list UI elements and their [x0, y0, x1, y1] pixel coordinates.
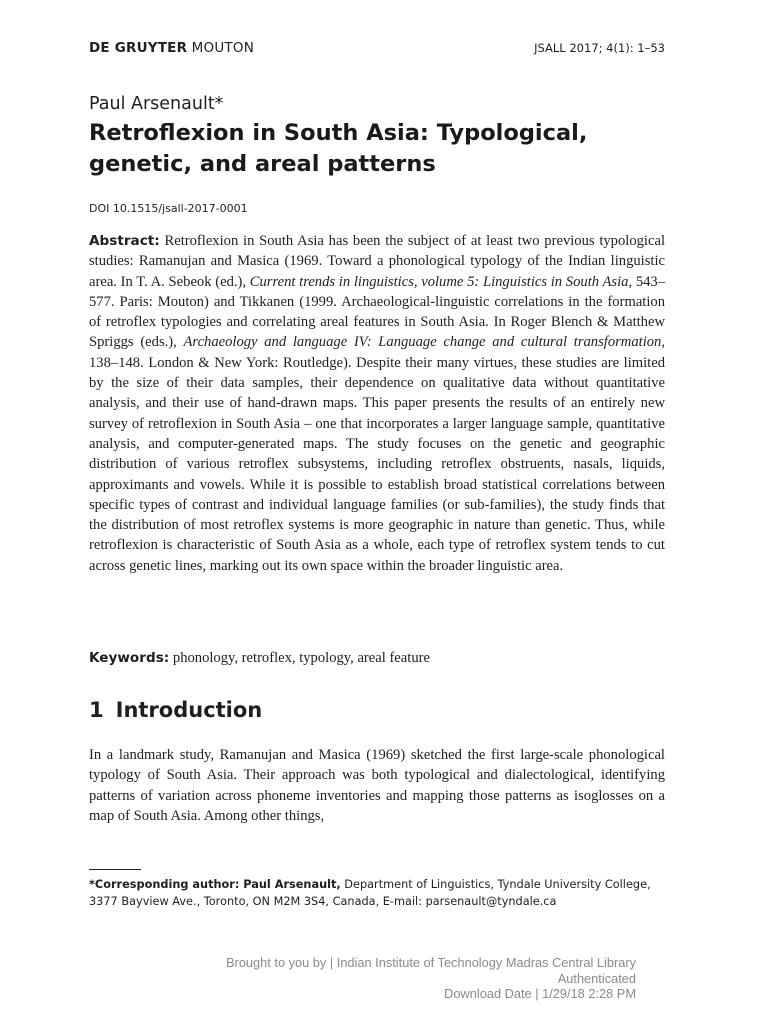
- abstract-italic-reference: Archaeology and language IV: Language change and cultural transformation: [183, 334, 662, 351]
- abstract-italic-reference: Current trends in linguistics, volume 5: Linguistics in South Asia: [249, 273, 629, 290]
- body-text: In a landmark study, Ramanujan and Masica (1969) sketched the first large-scale phonological typology of South Asia. Their approach was both typological and dialectological, identifying patterns of variation across phoneme inventories and mapping those patterns as isoglosses on a map of South Asia. Among other things,: [89, 747, 665, 824]
- doi-link[interactable]: DOI 10.1515/jsall-2017-0001: [89, 202, 248, 215]
- journal-reference: JSALL 2017; 4(1): 1–53: [534, 41, 665, 55]
- abstract-label: Abstract:: [89, 233, 160, 249]
- author-name: Paul Arsenault*: [89, 94, 224, 114]
- footnote: [89, 876, 669, 910]
- keywords-text: phonology, retroflex, typology, areal feature: [169, 650, 430, 666]
- publisher-name-bold: DE GRUYTER: [89, 40, 188, 56]
- footnote-text: Department of Linguistics, Tyndale University College, 3377 Bayview Ave., Toronto, ON M2M 3S4, Canada, E-mail: parsenault@tyndale.ca: [89, 878, 651, 908]
- section-number: 1: [89, 698, 104, 722]
- watermark-line: Authenticated: [557, 970, 636, 986]
- keywords-label: Keywords:: [89, 650, 170, 666]
- watermark-line: Download Date | 1/29/18 2:28 PM: [444, 986, 636, 1001]
- publisher-logo: [89, 40, 254, 56]
- abstract-text: , 138–148. London & New York: Routledge). Despite their many virtues, these studies are limited by the size of their data samples, their dependence on qualitative data without quantitative analysis, and their use of hand-drawn maps. This paper presents the results of an entirely new survey of retroflexion in South Asia – one that incorporates a larger language sample, quantitative analysis, and computer-generated maps. The study focuses on the genetic and geographic distribution of various retroflex subsystems, including retroflex obstruents, nasals, liquids, approximants and vowels. While it is possible to establish broad statistical correlations between specific types of contrast and individual language families (or sub-families), the study finds that the distribution of most retroflex systems is more geographic in nature than genetic. Thus, while retroflexion is characteristic of South Asia as a whole, each type of retroflex system tends to cut across genetic lines, marking out its own space within the broader linguistic area.: [89, 334, 666, 574]
- abstract-text: Retroflexion in South Asia has been the subject of at least two previous typological studies: Ramanujan and Masica (1969. Toward a phonological typology of the Indian linguistic area. In T. A. Sebeok (ed.),: [89, 233, 665, 290]
- footnote-label: *Corresponding author: Paul Arsenault,: [89, 878, 341, 891]
- footnote-rule: [89, 869, 141, 870]
- abstract: [89, 231, 665, 576]
- running-header: [89, 40, 665, 56]
- abstract-text: , 543–577. Paris: Mouton) and Tikkanen (1999. Archaeological-linguistic correlations in the formation of retroflex typologies and correlating areal features in South Asia. In Roger Blench & Matthew Spriggs (eds.),: [89, 273, 666, 351]
- publisher-name-light: MOUTON: [191, 40, 254, 56]
- introduction-paragraph: [89, 745, 665, 826]
- watermark-line: Brought to you by | Indian Institute of Technology Madras Central Library: [226, 955, 636, 970]
- download-watermark: [226, 955, 636, 1002]
- article-title-line: genetic, and areal patterns: [89, 151, 436, 177]
- article-title: [89, 118, 669, 180]
- keywords: [89, 648, 665, 668]
- section-heading: [89, 698, 262, 722]
- section-title: Introduction: [115, 698, 263, 722]
- article-title-line: Retroflexion in South Asia: Typological,: [89, 120, 588, 146]
